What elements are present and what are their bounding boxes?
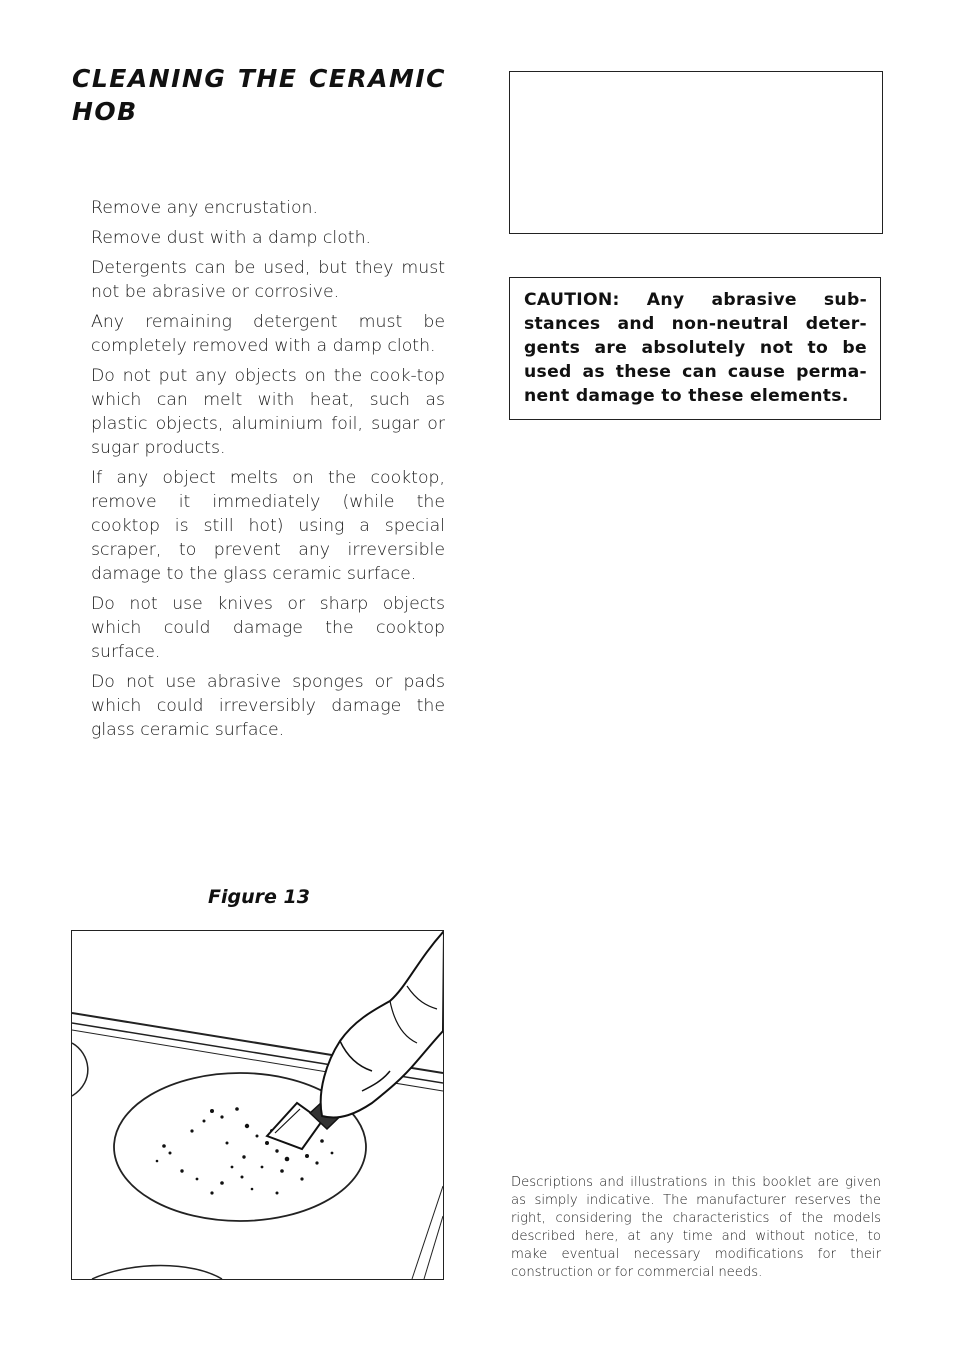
figure-13-illustration bbox=[71, 930, 444, 1280]
instruction-paragraph: Detergents can be used, but they must not be abrasive or corrosive. bbox=[91, 258, 445, 302]
hand-scraper-cleaning-hob-icon bbox=[72, 931, 443, 1279]
empty-frame bbox=[509, 71, 883, 234]
instructions-list bbox=[91, 196, 445, 748]
instruction-paragraph: Do not use abrasive sponges or pads which could irreversibly damage the glass ceramic surface. bbox=[91, 672, 445, 740]
instruction-paragraph: Do not put any objects on the cook-top which can melt with heat, such as plastic objects, aluminium foil, sugar or sugar products. bbox=[91, 366, 445, 458]
page-title: CLEANING THE CERAMIC HOB bbox=[72, 64, 446, 126]
disclaimer-text: Descriptions and illustrations in this booklet are given as simply indicative. The manufacturer reserves the right, considering the characteristics of the models described here, at any time and without notice, to make eventual necessary modifications for their construction or for commercial needs. bbox=[511, 1175, 881, 1280]
caution-box bbox=[509, 277, 881, 420]
caution-text: CAUTION: Any abrasive sub-stances and non-neutral deter-gents are absolutely not to be used as these can cause perma-nent damage to these elements. bbox=[524, 290, 867, 406]
instruction-paragraph: Remove dust with a damp cloth. bbox=[91, 228, 372, 248]
instruction-paragraph: Do not use knives or sharp objects which could damage the cooktop surface. bbox=[91, 594, 445, 662]
instruction-paragraph: Any remaining detergent must be completely removed with a damp cloth. bbox=[91, 312, 445, 356]
instruction-paragraph: Remove any encrustation. bbox=[91, 198, 318, 218]
instruction-paragraph: If any object melts on the cooktop, remove it immediately (while the cooktop is still hot) using a special scraper, to prevent any irreversible damage to the glass ceramic surface. bbox=[91, 468, 445, 584]
figure-caption: Figure 13 bbox=[208, 886, 310, 908]
